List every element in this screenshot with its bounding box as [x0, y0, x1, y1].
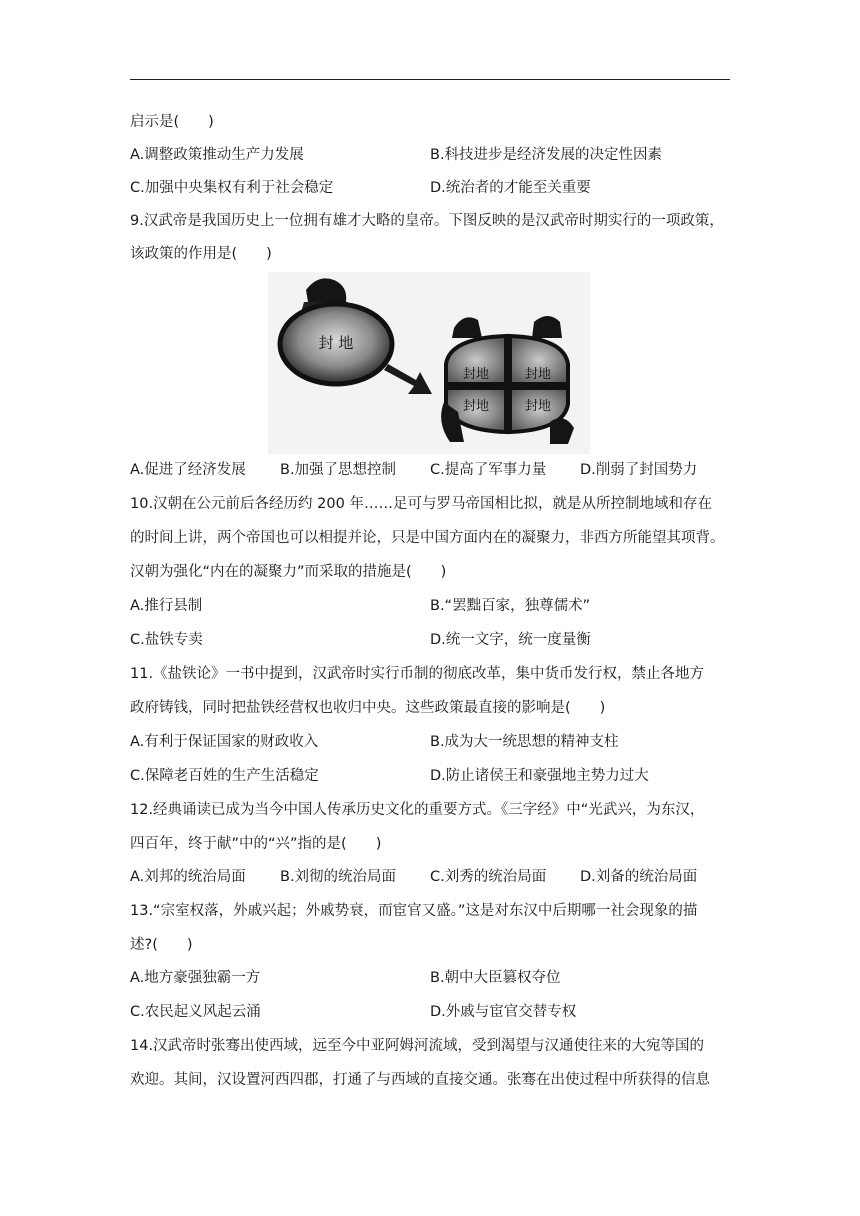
q8-option-b: B.科技进步是经济发展的决定性因素 — [430, 147, 663, 163]
q13-option-c: C.农民起义风起云涌 — [130, 1004, 261, 1020]
q11-option-c: C.保障老百姓的生产生活稳定 — [130, 768, 319, 784]
q11-stem-line1: 11.《盐铁论》一书中提到，汉武帝时实行币制的彻底改革，集中货币发行权，禁止各地方 — [130, 666, 705, 682]
q9-option-b: B.加强了思想控制 — [280, 462, 397, 478]
q13-option-b: B.朝中大臣篡权夺位 — [430, 970, 561, 986]
q8-option-c: C.加强中央集权有利于社会稳定 — [130, 180, 334, 196]
q14-stem-line2: 欢迎。其间，汉设置河西四郡，打通了与西域的直接交通。张骞在出使过程中所获得的信息 — [130, 1072, 710, 1088]
q13-stem-line1: 13.“宗室权落，外戚兴起；外戚势衰，而宦官又盛。”这是对东汉中后期哪一社会现象的描 — [130, 903, 698, 919]
q9-option-a: A.促进了经济发展 — [130, 462, 246, 478]
q13-option-a: A.地方豪强独霸一方 — [130, 970, 261, 986]
q13-stem-line2: 述?( ) — [130, 937, 193, 953]
q9-stem-line2: 该政策的作用是( ) — [130, 246, 272, 262]
q9-option-d: D.削弱了封国势力 — [580, 462, 698, 478]
q14-stem-line1: 14.汉武帝时张骞出使西域，远至今中亚阿姆河流域，受到渴望与汉通使往来的大宛等国的 — [130, 1038, 705, 1054]
q10-option-a: A.推行县制 — [130, 598, 203, 614]
q10-option-c: C.盐铁专卖 — [130, 632, 203, 648]
header-rule — [130, 79, 730, 80]
fief-label-2: 封地 — [524, 367, 552, 382]
q13-option-d: D.外戚与宦官交替专权 — [430, 1004, 577, 1020]
q8-option-a: A.调整政策推动生产力发展 — [130, 147, 304, 163]
q11-option-a: A.有利于保证国家的财政收入 — [130, 734, 319, 750]
q8-option-d: D.统治者的才能至关重要 — [430, 180, 591, 196]
q9-stem-line1: 9.汉武帝是我国历史上一位拥有雄才大略的皇帝。下图反映的是汉武帝时期实行的一项政策， — [130, 213, 724, 229]
fief-label-1: 封地 — [462, 367, 490, 382]
q12-option-a: A.刘邦的统治局面 — [130, 869, 246, 885]
q12-stem-line1: 12.经典诵读已成为当今中国人传承历史文化的重要方式。《三字经》中“光武兴，为东汉， — [130, 802, 705, 818]
q11-stem-line2: 政府铸钱，同时把盐铁经营权也收归中央。这些政策最直接的影响是( ) — [130, 700, 606, 716]
divided-fief-discs — [446, 336, 568, 432]
q9-option-c: C.提高了军事力量 — [430, 462, 547, 478]
q11-option-d: D.防止诸侯王和豪强地主势力过大 — [430, 768, 649, 784]
q10-option-d: D.统一文字，统一度量衡 — [430, 632, 591, 648]
q11-option-b: B.成为大一统思想的精神支柱 — [430, 734, 619, 750]
q12-stem-line2: 四百年，终于献”中的“兴”指的是( ) — [130, 836, 382, 852]
fief-label-3: 封地 — [462, 399, 490, 414]
big-fief-label: 封 地 — [318, 334, 354, 352]
q12-option-c: C.刘秀的统治局面 — [430, 869, 547, 885]
q12-option-b: B.刘彻的统治局面 — [280, 869, 397, 885]
q8-tail: 启示是( ) — [130, 114, 214, 130]
q10-stem-line1: 10.汉朝在公元前后各经历约 200 年……足可与罗马帝国相比拟，就是从所控制地域和存在 — [130, 496, 712, 512]
fief-label-4: 封地 — [524, 399, 552, 414]
q10-stem-line2: 的时间上讲，两个帝国也可以相提并论，只是中国方面内在的凝聚力，非西方所能望其项背。 — [130, 530, 725, 546]
q10-stem-line3: 汉朝为强化“内在的凝聚力”而采取的措施是( ) — [130, 564, 447, 580]
q10-option-b: B.“罢黜百家，独尊儒术” — [430, 598, 591, 614]
q12-option-d: D.刘备的统治局面 — [580, 869, 698, 885]
fiefdom-division-figure — [268, 272, 590, 454]
